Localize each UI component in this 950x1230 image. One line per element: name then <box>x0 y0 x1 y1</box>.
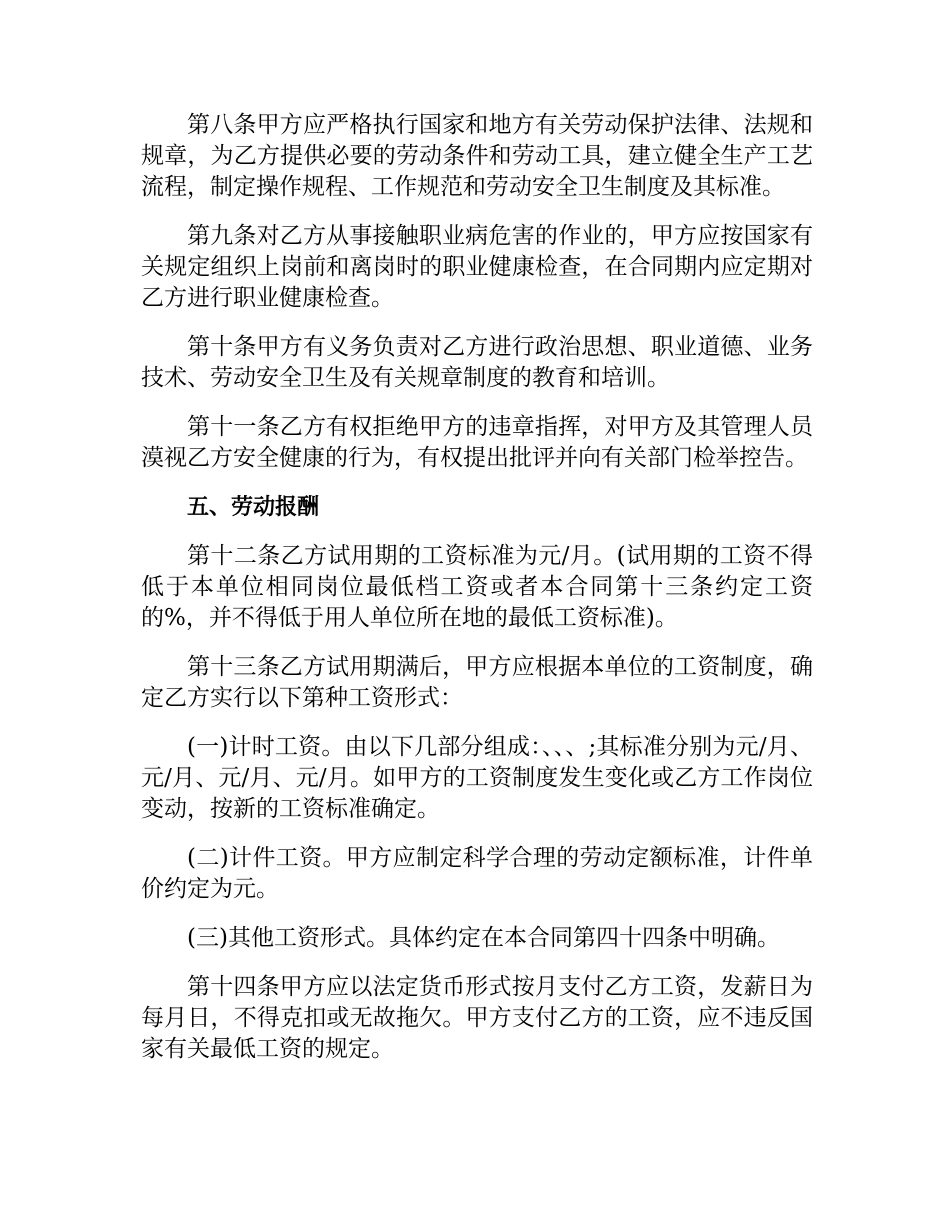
article-10-paragraph: 第十条甲方有义务负责对乙方进行政治思想、职业道德、业务技术、劳动安全卫生及有关规章制度的教育和培训。 <box>141 334 813 391</box>
article-14-paragraph: 第十四条甲方应以法定货币形式按月支付乙方工资，发薪日为每月日，不得克扣或无故拖欠。甲方支付乙方的工资，应不违反国家有关最低工资的规定。 <box>141 974 813 1062</box>
article-9-paragraph: 第九条对乙方从事接触职业病危害的作业的，甲方应按国家有关规定组织上岗前和离岗时的职业健康检查，在合同期内应定期对乙方进行职业健康检查。 <box>141 223 813 311</box>
section-heading: 五、劳动报酬 <box>187 495 320 520</box>
piece-wage-paragraph: (二)计件工资。甲方应制定科学合理的劳动定额标准，计件单价约定为元。 <box>141 845 813 902</box>
article-12-paragraph: 第十二条乙方试用期的工资标准为元/月。(试用期的工资不得低于本单位相同岗位最低档工资或者本合同第十三条约定工资的%，并不得低于用人单位所在地的最低工资标准)。 <box>141 543 813 631</box>
article-11-paragraph: 第十一条乙方有权拒绝甲方的违章指挥，对甲方及其管理人员漠视乙方安全健康的行为，有权提出批评并向有关部门检举控告。 <box>141 414 813 471</box>
article-8-paragraph: 第八条甲方应严格执行国家和地方有关劳动保护法律、法规和规章，为乙方提供必要的劳动条件和劳动工具，建立健全生产工艺流程，制定操作规程、工作规范和劳动安全卫生制度及其标准。 <box>141 112 813 200</box>
hourly-wage-paragraph: (一)计时工资。由以下几部分组成：、、、;其标准分别为元/月、元/月、元/月、元/月。如甲方的工资制度发生变化或乙方工作岗位变动，按新的工资标准确定。 <box>141 734 813 822</box>
document-page <box>141 110 813 1083</box>
other-wage-paragraph: (三)其他工资形式。具体约定在本合同第四十四条中明确。 <box>187 925 780 951</box>
article-13-paragraph: 第十三条乙方试用期满后，甲方应根据本单位的工资制度，确定乙方实行以下第种工资形式： <box>141 654 813 711</box>
